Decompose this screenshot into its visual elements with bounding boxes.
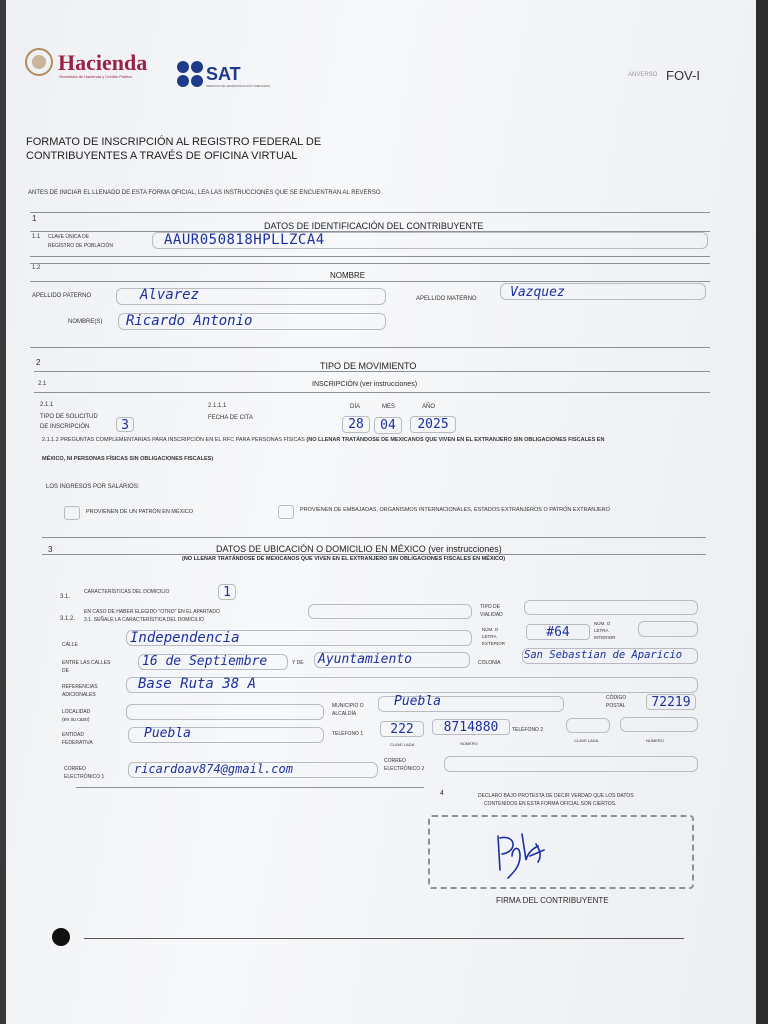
numint-label-1: NÚM. O xyxy=(594,621,611,626)
preguntas-label: PREGUNTAS COMPLEMENTARIAS PARA INSCRIPCIÓN EN EL RFC PARA PERSONAS FÍSICAS xyxy=(60,437,305,443)
divider xyxy=(30,212,710,213)
otro-number: 3.1.2. xyxy=(60,616,76,622)
divider xyxy=(76,787,424,788)
localidad-label-1: LOCALIDAD xyxy=(62,709,91,715)
divider xyxy=(42,537,706,538)
instructions-note: ANTES DE INICIAR EL LLENADO DE ESTA FORMA OFICIAL, LEA LAS INSTRUCCIONES QUE SE ENCUENTRAN AL REVERSO xyxy=(28,190,381,196)
yde-calle-value: Ayuntamiento xyxy=(318,652,412,667)
cp-label-2: POSTAL xyxy=(606,703,626,709)
inscripcion-number: 2.1 xyxy=(38,381,47,387)
curp-number: 1.1 xyxy=(32,234,41,240)
preguntas-number: 2.1.1.2 xyxy=(42,437,59,443)
numext-label-1: NÚM. O xyxy=(482,627,499,632)
form-title-line1: FORMATO DE INSCRIPCIÓN AL REGISTRO FEDERAL DE xyxy=(26,136,322,148)
declaracion-line1: DECLARO BAJO PROTESTA DE DECIR VERDAD QUE LOS DATOS xyxy=(478,793,634,799)
divider xyxy=(42,554,706,555)
tipo-label-2: DE INSCRIPCIÓN xyxy=(40,424,90,430)
numint-label-2: LETRA xyxy=(594,628,609,633)
divider xyxy=(30,256,710,257)
sat-logo-icon xyxy=(176,60,204,88)
correo2-label-1: CORREO xyxy=(384,758,406,764)
sat-logo-text: SAT xyxy=(206,64,241,84)
curp-label-2: REGISTRO DE POBLACIÓN xyxy=(48,243,114,249)
calle-value: Independencia xyxy=(130,630,240,646)
tel2-label: TELÉFONO 2 xyxy=(512,727,544,733)
apellido-paterno-label: APELLIDO PATERNO xyxy=(32,293,92,299)
entre-label-1: ENTRE LAS CALLES xyxy=(62,660,111,666)
inscripcion-title: INSCRIPCIÓN (ver instrucciones) xyxy=(312,381,418,388)
tipo-label-1: TIPO DE SOLICITUD xyxy=(40,414,98,420)
fecha-label: FECHA DE CITA xyxy=(208,415,253,421)
numint-label-3: INTERIOR xyxy=(594,635,616,640)
curp-label-1: CLAVE ÚNICA DE xyxy=(48,234,90,240)
tel1-label: TELÉFONO 1 xyxy=(332,731,364,737)
signature-mark xyxy=(486,826,556,884)
correo1-label-1: CORREO xyxy=(64,766,86,772)
section3-title: DATOS DE UBICACIÓN O DOMICILIO EN MÉXICO (ver instrucciones) xyxy=(216,544,502,554)
tel1-lada-caption: CLAVE LADA xyxy=(390,742,415,747)
tel1-numero-field[interactable]: 8714880 xyxy=(432,719,510,735)
section2-number: 2 xyxy=(36,358,41,367)
apellido-paterno-value: Alvarez xyxy=(140,287,200,303)
entidad-label-1: ENTIDAD xyxy=(62,732,84,738)
patron-extranjero-label: PROVIENEN DE EMBAJADAS, ORGANISMOS INTERNACIONALES, ESTADOS EXTRANJEROS O PATRÓN EXTRANJERO xyxy=(300,507,610,513)
numext-label-3: EXTERIOR xyxy=(482,641,506,646)
localidad-field[interactable] xyxy=(126,704,324,720)
patron-extranjero-checkbox[interactable] xyxy=(278,505,294,519)
registration-dot xyxy=(52,928,70,946)
divider xyxy=(34,371,710,372)
correo1-value: ricardoav874@gmail.com xyxy=(134,762,293,776)
tel1-lada-field[interactable]: 222 xyxy=(380,721,424,737)
fecha-number: 2.1.1.1 xyxy=(208,403,227,409)
curp-value: AAUR050818HPLLZCA4 xyxy=(164,232,325,248)
signature-box[interactable] xyxy=(428,815,694,889)
preguntas-text xyxy=(42,437,604,444)
divider xyxy=(30,347,710,348)
tel2-lada-caption: CLAVE LADA xyxy=(574,738,599,743)
cp-label-1: CÓDIGO xyxy=(606,695,627,701)
correo1-label-2: ELECTRÓNICO 1 xyxy=(64,774,105,780)
dia-field[interactable]: 28 xyxy=(342,416,370,433)
localidad-label-2: (en su caso) xyxy=(62,717,90,723)
calle-label: CALLE xyxy=(62,642,78,648)
nombres-label: NOMBRE(S) xyxy=(68,319,103,325)
vialidad-field[interactable] xyxy=(524,600,698,615)
mes-label: MES xyxy=(382,404,396,410)
tel2-numero-caption: NÚMERO xyxy=(646,738,664,743)
entre-label-2: DE xyxy=(62,668,69,674)
section1-title: DATOS DE IDENTIFICACIÓN DEL CONTRIBUYENTE xyxy=(264,221,484,231)
colonia-value: San Sebastian de Aparicio xyxy=(524,649,683,661)
anio-label: AÑO xyxy=(422,404,436,410)
section3-number: 3 xyxy=(48,545,53,554)
apellido-materno-label: APELLIDO MATERNO xyxy=(416,296,477,302)
section1-number: 1 xyxy=(32,214,37,223)
referencias-value: Base Ruta 38 A xyxy=(138,676,257,692)
dia-label: DÍA xyxy=(350,404,361,410)
hacienda-seal-icon xyxy=(24,46,54,78)
hacienda-subtitle: Secretaría de Hacienda y Crédito Público xyxy=(59,74,133,79)
nombres-value: Ricardo Antonio xyxy=(126,313,253,329)
form-title-line2: CONTRIBUYENTES A TRAVÉS DE OFICINA VIRTUAL xyxy=(26,150,298,162)
section4-number: 4 xyxy=(440,790,444,797)
tel1-numero-caption: NÚMERO xyxy=(460,741,478,746)
divider xyxy=(30,281,710,282)
yde-label: Y DE xyxy=(292,660,304,666)
otro-field[interactable] xyxy=(308,604,472,619)
tel2-numero-field[interactable] xyxy=(620,717,698,732)
numext-field[interactable]: #64 xyxy=(526,624,590,640)
anio-field[interactable]: 2025 xyxy=(410,416,456,433)
municipio-value: Puebla xyxy=(394,694,441,709)
form-page xyxy=(6,0,756,1024)
municipio-label-2: ALCALDÍA xyxy=(332,711,357,717)
tipo-solicitud-field[interactable]: 3 xyxy=(116,417,134,432)
section2-title: TIPO DE MOVIMIENTO xyxy=(320,361,417,371)
otro-label-1: EN CASO DE HABER ELEGIDO "OTRO" EN EL APARTADO xyxy=(84,609,220,615)
mes-field[interactable]: 04 xyxy=(374,417,402,434)
divider xyxy=(34,392,710,393)
referencias-label-1: REFERENCIAS xyxy=(62,684,98,690)
patron-mexico-checkbox[interactable] xyxy=(64,506,80,520)
tipo-number: 2.1.1 xyxy=(40,402,54,408)
caracteristicas-label: CARACTERÍSTICAS DEL DOMICILIO xyxy=(84,589,170,595)
numext-label-2: LETRA xyxy=(482,634,497,639)
preguntas-note-2: MÉXICO, NI PERSONAS FÍSICAS SIN OBLIGACIONES FISCALES) xyxy=(42,456,214,462)
divider xyxy=(30,263,710,264)
ingresos-label: LOS INGRESOS POR SALARIOS: xyxy=(46,484,140,490)
municipio-label-1: MUNICIPIO O xyxy=(332,703,364,709)
apellido-materno-value: Vazquez xyxy=(510,285,565,300)
vialidad-label-1: TIPO DE xyxy=(480,604,501,610)
patron-mexico-label: PROVIENEN DE UN PATRÓN EN MÉXICO xyxy=(86,509,194,515)
firma-label: FIRMA DEL CONTRIBUYENTE xyxy=(496,896,609,905)
correo2-label-2: ELECTRÓNICO 2 xyxy=(384,766,425,772)
referencias-label-2: ADICIONALES xyxy=(62,692,96,698)
entidad-label-2: FEDERATIVA xyxy=(62,740,93,746)
sat-subtitle: SERVICIO DE ADMINISTRACIÓN TRIBUTARIA xyxy=(206,84,271,88)
entidad-value: Puebla xyxy=(144,726,191,741)
preguntas-note: (NO LLENAR TRATÁNDOSE DE MEXICANOS QUE VIVEN EN EL EXTRANJERO SIN OBLIGACIONES FISCALES EN xyxy=(306,437,605,443)
otro-label-2: 3.1. SEÑALE LA CARACTERÍSTICA DEL DOMICILIO xyxy=(84,617,204,623)
tel2-lada-field[interactable] xyxy=(566,718,610,733)
anverso-label: ANVERSO xyxy=(628,72,658,78)
background-edge xyxy=(756,0,768,1024)
colonia-label: COLONIA xyxy=(478,660,501,666)
name-title: NOMBRE xyxy=(330,271,366,280)
caracteristicas-number: 3.1. xyxy=(60,594,71,600)
caracteristicas-field[interactable]: 1 xyxy=(218,584,236,600)
section3-subtitle: (NO LLENAR TRATÁNDOSE DE MEXICANOS QUE VIVEN EN EL EXTRANJERO SIN OBLIGACIONES FISCALES EN MÉXICO) xyxy=(182,556,506,562)
correo2-field[interactable] xyxy=(444,756,698,772)
entre-calle-value: 16 de Septiembre xyxy=(142,654,268,669)
bottom-rule xyxy=(84,938,684,939)
hacienda-logo-text: Hacienda xyxy=(58,50,148,75)
numint-field[interactable] xyxy=(638,621,698,637)
vialidad-label-2: VIALIDAD xyxy=(480,612,503,618)
name-number: 1.2 xyxy=(32,265,41,271)
declaracion-line2: CONTENIDOS EN ESTA FORMA OFICIAL SON CIERTOS. xyxy=(484,801,617,807)
cp-field[interactable]: 72219 xyxy=(646,694,696,710)
form-code: FOV-I xyxy=(666,68,700,83)
